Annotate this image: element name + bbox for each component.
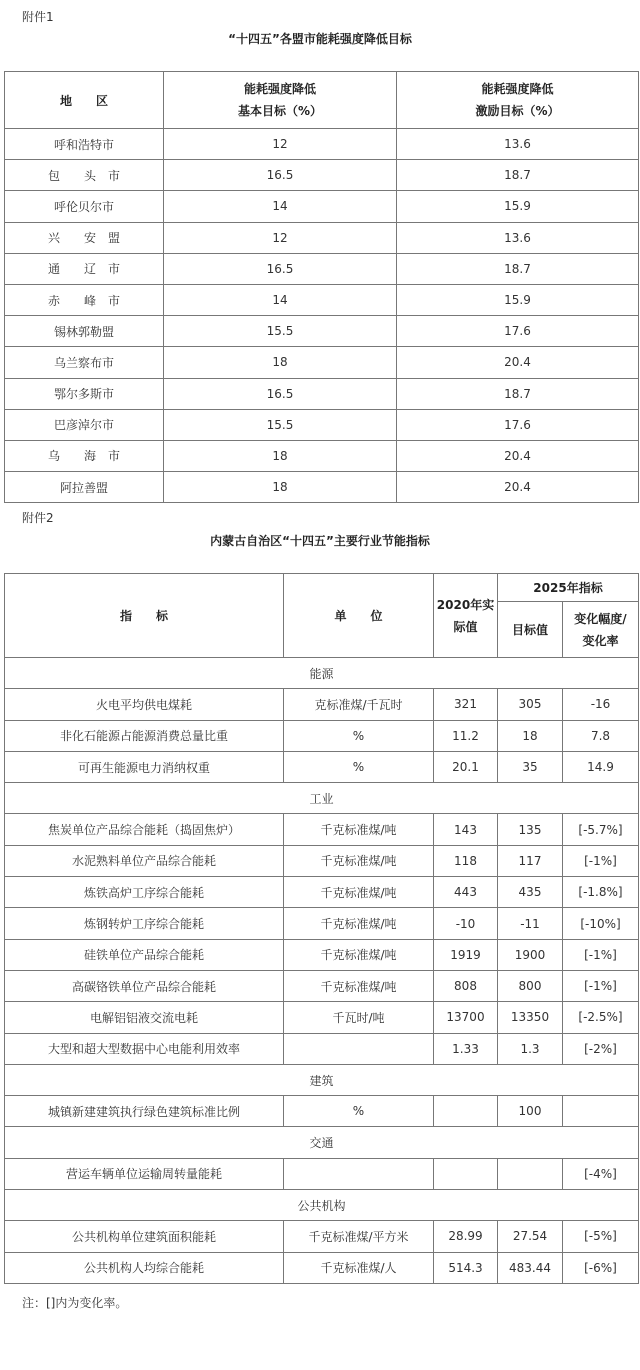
indicator-cell: 大型和超大型数据中心电能利用效率 [5, 1033, 284, 1064]
annex1-title: “十四五”各盟市能耗强度降低目标 [228, 32, 412, 46]
header-target-value: 目标值 [498, 602, 563, 658]
target-2025-cell [498, 1158, 563, 1189]
region-cell: 兴 安 盟 [5, 222, 164, 253]
basic-target-cell: 12 [164, 222, 397, 253]
incentive-target-cell: 17.6 [397, 409, 639, 440]
basic-target-cell: 14 [164, 284, 397, 315]
indicator-cell: 营运车辆单位运输周转量能耗 [5, 1158, 284, 1189]
indicator-cell: 公共机构人均综合能耗 [5, 1252, 284, 1283]
incentive-target-cell: 20.4 [397, 472, 639, 503]
change-cell: [-1%] [563, 845, 639, 876]
actual-2020-cell: 11.2 [434, 720, 498, 751]
header-2020-actual: 2020年实 际值 [434, 574, 498, 658]
header-incentive-target: 能耗强度降低 激励目标（%） [397, 72, 639, 129]
actual-2020-cell: 118 [434, 845, 498, 876]
region-cell: 鄂尔多斯市 [5, 378, 164, 409]
table-row [5, 472, 639, 503]
change-cell: [-4%] [563, 1158, 639, 1189]
section-row [5, 1127, 639, 1158]
region-cell: 阿拉善盟 [5, 472, 164, 503]
table-row [5, 160, 639, 191]
indicator-cell: 炼铁高炉工序综合能耗 [5, 877, 284, 908]
unit-cell: 克标准煤/千瓦时 [284, 689, 434, 720]
basic-target-cell: 16.5 [164, 253, 397, 284]
region-cell: 呼伦贝尔市 [5, 191, 164, 222]
header-region: 地 区 [5, 72, 164, 129]
header-basic-target: 能耗强度降低 基本目标（%） [164, 72, 397, 129]
table-row [5, 845, 639, 876]
annex2-title: 内蒙古自治区“十四五”主要行业节能指标 [210, 534, 430, 548]
change-cell: [-1.8%] [563, 877, 639, 908]
table-row [5, 222, 639, 253]
actual-2020-cell: 443 [434, 877, 498, 908]
incentive-target-cell: 18.7 [397, 253, 639, 284]
indicator-cell: 电解铝铝液交流电耗 [5, 1002, 284, 1033]
indicator-cell: 非化石能源占能源消费总量比重 [5, 720, 284, 751]
table-row [5, 347, 639, 378]
basic-target-cell: 18 [164, 347, 397, 378]
table-row [5, 970, 639, 1001]
target-2025-cell: 800 [498, 970, 563, 1001]
target-2025-cell: 135 [498, 814, 563, 845]
indicator-cell: 焦炭单位产品综合能耗（捣固焦炉） [5, 814, 284, 845]
target-2025-cell: 305 [498, 689, 563, 720]
change-cell [563, 1096, 639, 1127]
target-2025-cell: 1900 [498, 939, 563, 970]
change-cell: [-5%] [563, 1221, 639, 1252]
table-row [5, 284, 639, 315]
unit-cell [284, 1158, 434, 1189]
table-row [5, 814, 639, 845]
unit-cell: 千克标准煤/吨 [284, 970, 434, 1001]
table-header-row [5, 72, 639, 129]
unit-cell: 千克标准煤/吨 [284, 939, 434, 970]
basic-target-cell: 15.5 [164, 409, 397, 440]
basic-target-cell: 12 [164, 129, 397, 160]
region-cell: 乌 海 市 [5, 440, 164, 471]
indicator-cell: 火电平均供电煤耗 [5, 689, 284, 720]
actual-2020-cell [434, 1096, 498, 1127]
table-row [5, 440, 639, 471]
region-cell: 巴彦淖尔市 [5, 409, 164, 440]
basic-target-cell: 16.5 [164, 160, 397, 191]
table-row [5, 939, 639, 970]
header-unit: 单 位 [284, 574, 434, 658]
incentive-target-cell: 13.6 [397, 222, 639, 253]
actual-2020-cell: 20.1 [434, 751, 498, 782]
indicator-cell: 公共机构单位建筑面积能耗 [5, 1221, 284, 1252]
table-row [5, 1158, 639, 1189]
unit-cell: % [284, 1096, 434, 1127]
change-cell: [-1%] [563, 939, 639, 970]
table-row [5, 689, 639, 720]
actual-2020-cell: 808 [434, 970, 498, 1001]
target-2025-cell: 117 [498, 845, 563, 876]
actual-2020-cell: 514.3 [434, 1252, 498, 1283]
change-cell: [-5.7%] [563, 814, 639, 845]
unit-cell: 千瓦时/吨 [284, 1002, 434, 1033]
table-row [5, 253, 639, 284]
unit-cell [284, 1033, 434, 1064]
unit-cell: % [284, 720, 434, 751]
actual-2020-cell [434, 1158, 498, 1189]
section-row [5, 783, 639, 814]
region-cell: 乌兰察布市 [5, 347, 164, 378]
header-2025-target: 2025年指标 [498, 574, 639, 602]
incentive-target-cell: 18.7 [397, 160, 639, 191]
unit-cell: 千克标准煤/人 [284, 1252, 434, 1283]
industry-energy-saving-table [4, 573, 639, 1284]
table-row [5, 378, 639, 409]
basic-target-cell: 18 [164, 472, 397, 503]
basic-target-cell: 16.5 [164, 378, 397, 409]
section-row [5, 658, 639, 689]
header-indicator: 指 标 [5, 574, 284, 658]
unit-cell: 千克标准煤/吨 [284, 877, 434, 908]
change-cell: [-2.5%] [563, 1002, 639, 1033]
indicator-cell: 可再生能源电力消纳权重 [5, 751, 284, 782]
incentive-target-cell: 20.4 [397, 347, 639, 378]
table-row [5, 409, 639, 440]
basic-target-cell: 18 [164, 440, 397, 471]
section-label: 能源 [5, 658, 639, 689]
target-2025-cell: 13350 [498, 1002, 563, 1033]
target-2025-cell: 18 [498, 720, 563, 751]
table-row [5, 1033, 639, 1064]
table-row [5, 751, 639, 782]
table-row [5, 1096, 639, 1127]
indicator-cell: 水泥熟料单位产品综合能耗 [5, 845, 284, 876]
table-row [5, 316, 639, 347]
change-cell: 7.8 [563, 720, 639, 751]
table-row [5, 129, 639, 160]
indicator-cell: 高碳铬铁单位产品综合能耗 [5, 970, 284, 1001]
unit-cell: % [284, 751, 434, 782]
actual-2020-cell: -10 [434, 908, 498, 939]
region-cell: 包 头 市 [5, 160, 164, 191]
target-2025-cell: -11 [498, 908, 563, 939]
target-2025-cell: 435 [498, 877, 563, 908]
indicator-cell: 城镇新建建筑执行绿色建筑标准比例 [5, 1096, 284, 1127]
section-row [5, 1190, 639, 1221]
actual-2020-cell: 1.33 [434, 1033, 498, 1064]
target-2025-cell: 483.44 [498, 1252, 563, 1283]
incentive-target-cell: 15.9 [397, 191, 639, 222]
region-cell: 锡林郭勒盟 [5, 316, 164, 347]
table-row [5, 191, 639, 222]
region-cell: 呼和浩特市 [5, 129, 164, 160]
table-row [5, 1252, 639, 1283]
incentive-target-cell: 20.4 [397, 440, 639, 471]
section-label: 交通 [5, 1127, 639, 1158]
indicator-cell: 硅铁单位产品综合能耗 [5, 939, 284, 970]
unit-cell: 千克标准煤/吨 [284, 908, 434, 939]
incentive-target-cell: 15.9 [397, 284, 639, 315]
indicator-cell: 炼钢转炉工序综合能耗 [5, 908, 284, 939]
actual-2020-cell: 28.99 [434, 1221, 498, 1252]
target-2025-cell: 27.54 [498, 1221, 563, 1252]
incentive-target-cell: 13.6 [397, 129, 639, 160]
basic-target-cell: 14 [164, 191, 397, 222]
table-header-row [5, 574, 639, 602]
energy-intensity-table [4, 71, 639, 503]
unit-cell: 千克标准煤/吨 [284, 814, 434, 845]
incentive-target-cell: 17.6 [397, 316, 639, 347]
basic-target-cell: 15.5 [164, 316, 397, 347]
change-cell: 14.9 [563, 751, 639, 782]
table-row [5, 1221, 639, 1252]
change-cell: [-6%] [563, 1252, 639, 1283]
unit-cell: 千克标准煤/平方米 [284, 1221, 434, 1252]
unit-cell: 千克标准煤/吨 [284, 845, 434, 876]
section-label: 建筑 [5, 1064, 639, 1095]
target-2025-cell: 100 [498, 1096, 563, 1127]
actual-2020-cell: 321 [434, 689, 498, 720]
annex1-label: 附件1 [22, 10, 54, 24]
section-label: 工业 [5, 783, 639, 814]
actual-2020-cell: 143 [434, 814, 498, 845]
change-cell: [-10%] [563, 908, 639, 939]
region-cell: 通 辽 市 [5, 253, 164, 284]
table-row [5, 908, 639, 939]
actual-2020-cell: 1919 [434, 939, 498, 970]
incentive-target-cell: 18.7 [397, 378, 639, 409]
table-note: 注：[]内为变化率。 [22, 1296, 128, 1310]
target-2025-cell: 1.3 [498, 1033, 563, 1064]
target-2025-cell: 35 [498, 751, 563, 782]
section-row [5, 1064, 639, 1095]
table-row [5, 720, 639, 751]
table-row [5, 1002, 639, 1033]
change-cell: -16 [563, 689, 639, 720]
region-cell: 赤 峰 市 [5, 284, 164, 315]
table-row [5, 877, 639, 908]
section-label: 公共机构 [5, 1190, 639, 1221]
actual-2020-cell: 13700 [434, 1002, 498, 1033]
change-cell: [-1%] [563, 970, 639, 1001]
annex2-label: 附件2 [22, 511, 54, 525]
change-cell: [-2%] [563, 1033, 639, 1064]
header-change: 变化幅度/ 变化率 [563, 602, 639, 658]
